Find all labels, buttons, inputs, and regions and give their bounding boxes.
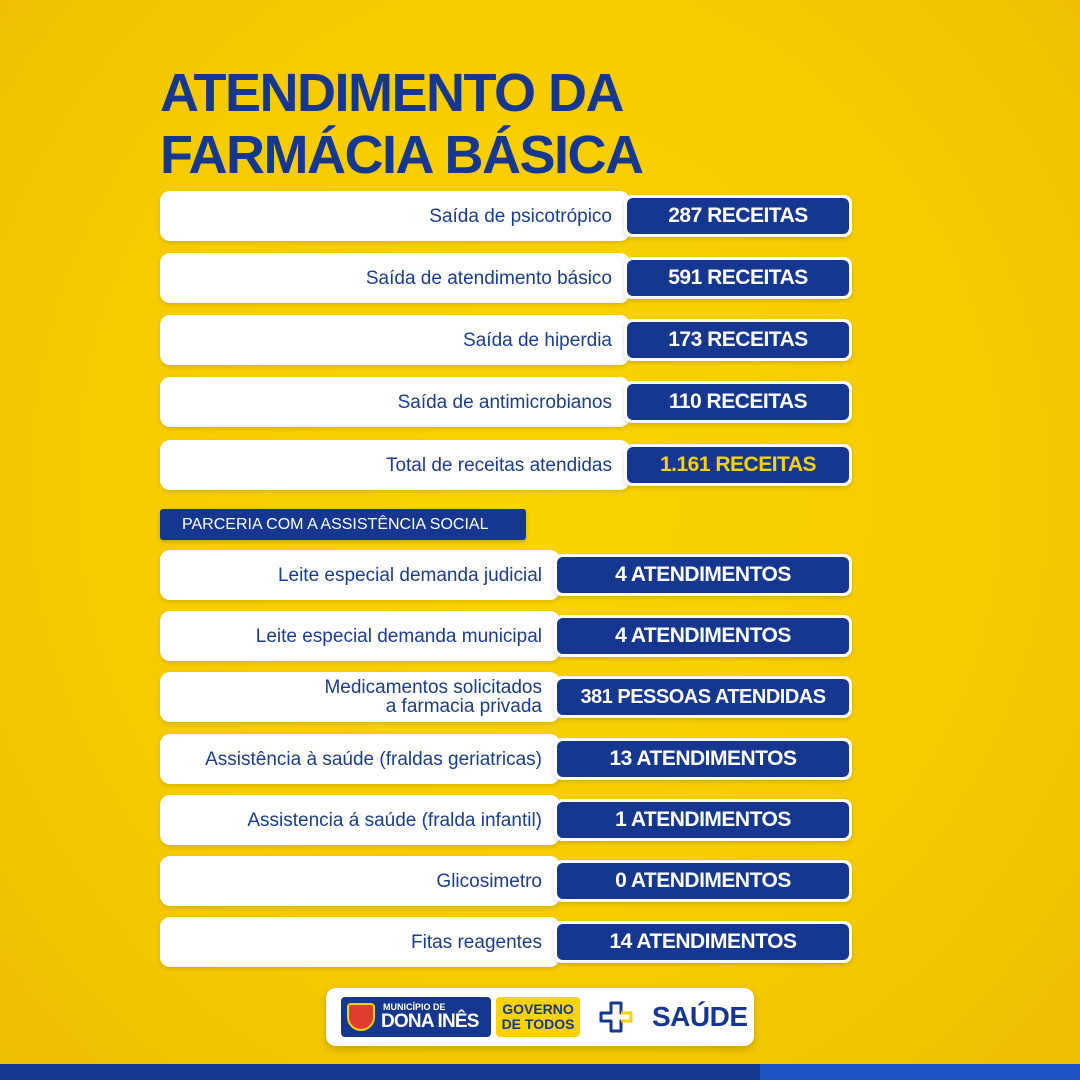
row-label: Glicosimetro: [160, 856, 560, 906]
row-value: [624, 257, 852, 299]
title-line-1: ATENDIMENTO DA: [160, 63, 623, 123]
row-value: [554, 554, 852, 596]
page-title: [160, 62, 642, 186]
total-value-text: 1.161 RECEITAS: [627, 447, 849, 483]
municipal-crest-icon: [347, 1003, 375, 1031]
saude-logo-text: SAÚDE: [652, 1001, 748, 1032]
row-label-line-2: a farmacia privada: [385, 696, 542, 717]
row-value-text: 4 ATENDIMENTOS: [557, 618, 849, 654]
row-value: [554, 738, 852, 780]
row-value-text: 0 ATENDIMENTOS: [557, 863, 849, 899]
row-label: Leite especial demanda municipal: [160, 611, 560, 661]
row-label-line-1: Medicamentos solicitados: [324, 677, 542, 698]
row-value-text: 1 ATENDIMENTOS: [557, 802, 849, 838]
row-label: Assistência à saúde (fraldas geriatricas): [160, 734, 560, 784]
governo-line-2: DE TODOS: [501, 1016, 575, 1032]
row-value: [624, 381, 852, 423]
row-label: Saída de antimicrobianos: [160, 377, 630, 427]
row-value-text: 173 RECEITAS: [627, 322, 849, 358]
row-value: [554, 799, 852, 841]
total-value: [624, 444, 852, 486]
municipio-small-text: MUNICÍPIO DE: [383, 1002, 446, 1012]
row-value: [624, 319, 852, 361]
section-header: PARCERIA COM A ASSISTÊNCIA SOCIAL: [160, 509, 526, 540]
row-label: [160, 672, 560, 722]
row-value: [554, 615, 852, 657]
row-label: Leite especial demanda judicial: [160, 550, 560, 600]
row-value-text: 13 ATENDIMENTOS: [557, 741, 849, 777]
row-value: [554, 921, 852, 963]
health-plus-icon: [598, 1000, 634, 1034]
row-value: [554, 676, 852, 718]
row-label: Fitas reagentes: [160, 917, 560, 967]
title-line-2: FARMÁCIA BÁSICA: [160, 125, 643, 185]
row-value-text: 591 RECEITAS: [627, 260, 849, 296]
row-value-text: 110 RECEITAS: [627, 384, 849, 420]
footer-logos: [326, 988, 754, 1046]
row-label: Saída de hiperdia: [160, 315, 630, 365]
row-value-text: 14 ATENDIMENTOS: [557, 924, 849, 960]
governo-line-1: GOVERNO: [502, 1001, 574, 1017]
municipio-name: DONA INÊS: [381, 1011, 479, 1032]
row-value-text: 287 RECEITAS: [627, 198, 849, 234]
row-value-text: 4 ATENDIMENTOS: [557, 557, 849, 593]
municipio-logo: [341, 997, 491, 1037]
governo-logo: [496, 997, 580, 1037]
row-label: Saída de psicotrópico: [160, 191, 630, 241]
row-value: [624, 195, 852, 237]
row-label: Total de receitas atendidas: [160, 440, 630, 490]
row-value-text: 381 PESSOAS ATENDIDAS: [557, 679, 849, 715]
row-label: Saída de atendimento básico: [160, 253, 630, 303]
row-label: Assistencia á saúde (fralda infantil): [160, 795, 560, 845]
bottom-band: [0, 1064, 1080, 1080]
row-value: [554, 860, 852, 902]
